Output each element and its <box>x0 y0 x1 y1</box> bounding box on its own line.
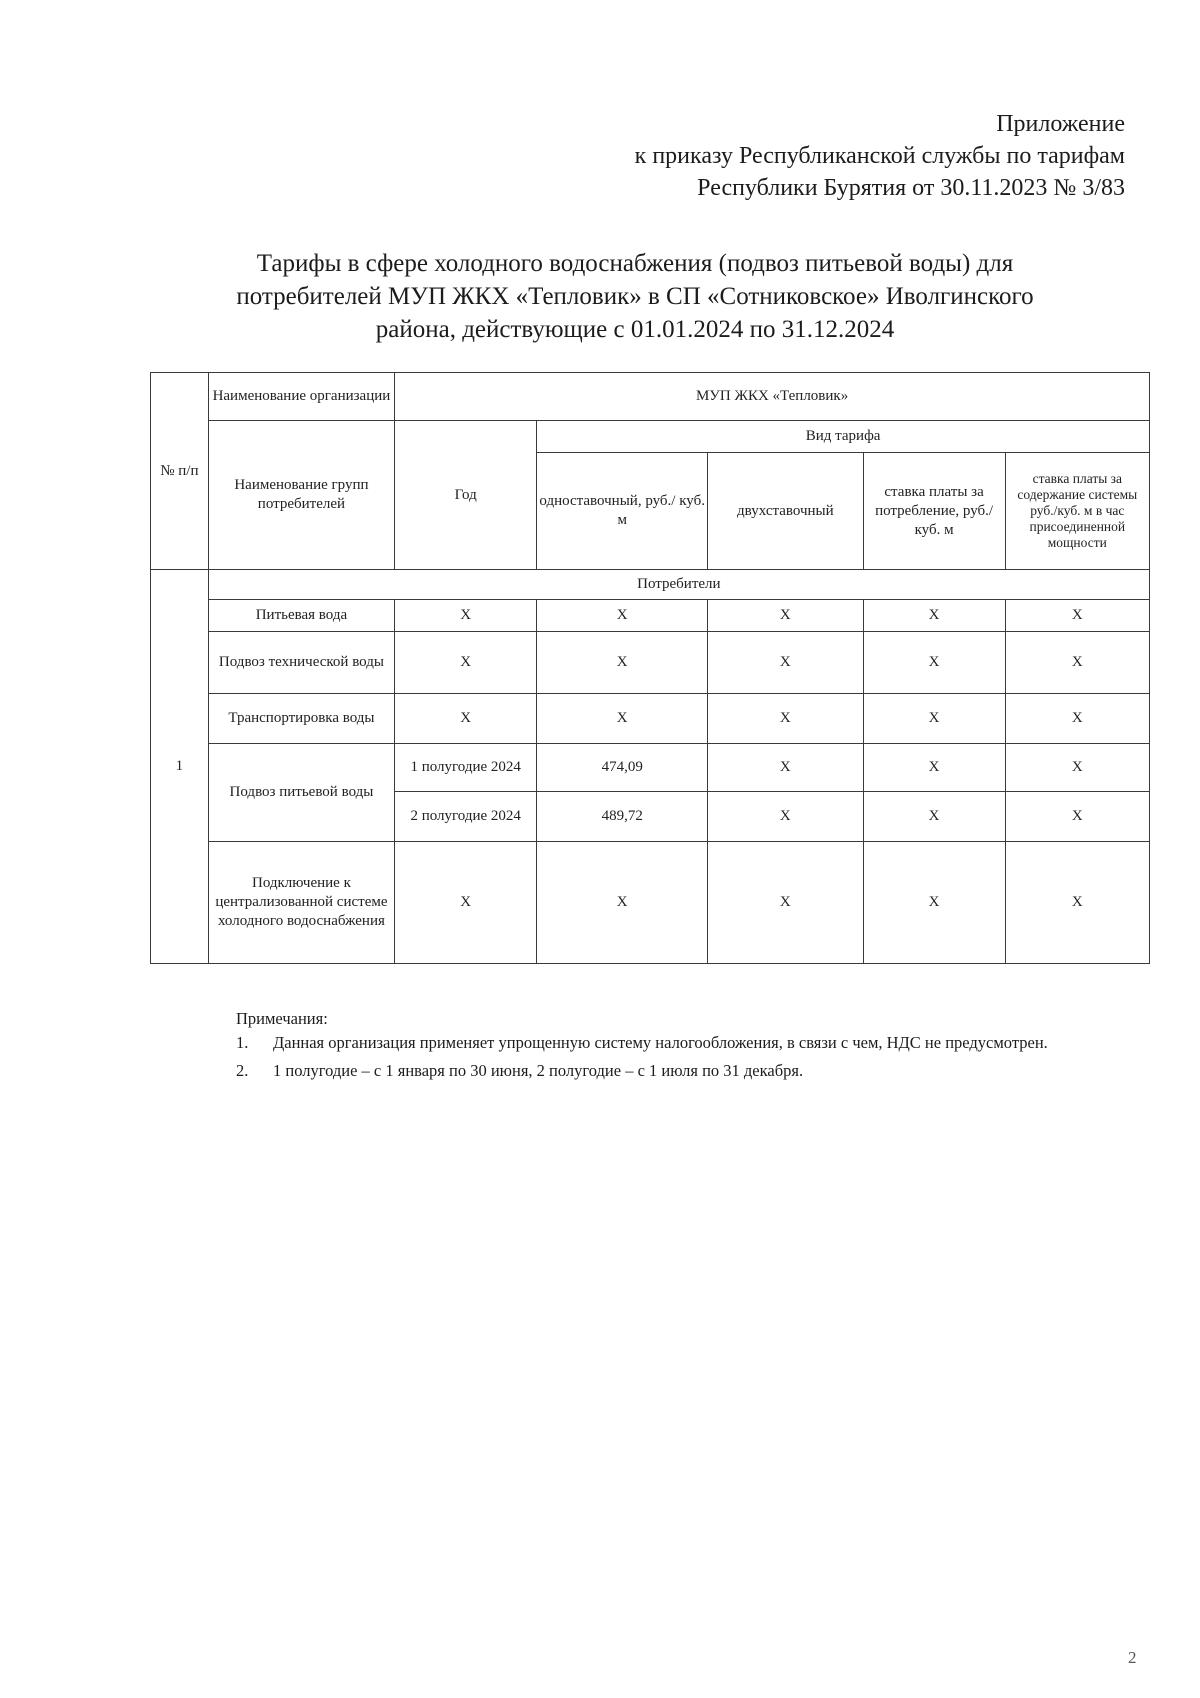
header-row-tariff-type <box>151 421 1150 453</box>
consumption-cell: X <box>863 600 1005 632</box>
two-part-cell: X <box>708 694 863 744</box>
table-row <box>151 632 1150 694</box>
consumer-group-name: Подключение к централизованной системе холодного водоснабжения <box>208 842 394 964</box>
note-text: 1 полугодие – с 1 января по 30 июня, 2 полугодие – с 1 июля по 31 декабря. <box>273 1061 804 1080</box>
title-line-1: Тарифы в сфере холодного водоснабжения (подвоз питьевой воды) для <box>256 250 1014 277</box>
tariff-table <box>150 372 1150 964</box>
document-title <box>160 247 1110 346</box>
maintenance-cell: X <box>1005 792 1149 842</box>
header-org-value: МУП ЖКХ «Тепловик» <box>395 373 1150 421</box>
one-part-cell: X <box>537 694 708 744</box>
two-part-cell: X <box>708 632 863 694</box>
list-item <box>236 1060 1140 1082</box>
consumer-group-name: Подвоз технической воды <box>208 632 394 694</box>
page-number: 2 <box>1128 1648 1137 1667</box>
header-org-label: Наименование организации <box>208 373 394 421</box>
two-part-cell: X <box>708 744 863 792</box>
notes-list <box>236 1032 1140 1082</box>
one-part-cell: 474,09 <box>537 744 708 792</box>
maintenance-cell: X <box>1005 600 1149 632</box>
table-row <box>151 744 1150 792</box>
consumption-cell: X <box>863 842 1005 964</box>
appendix-label: Приложение <box>996 111 1125 137</box>
header-two-part: двухставочный <box>708 453 863 570</box>
title-line-3: района, действующие с 01.01.2024 по 31.12.2024 <box>375 316 895 343</box>
order-date-number: Республики Бурятия от 30.11.2023 № 3/83 <box>697 175 1125 201</box>
header-maintenance-rate: ставка платы за содержание системы руб./куб. м в час присоединенной мощности <box>1005 453 1149 570</box>
consumption-cell: X <box>863 744 1005 792</box>
year-cell: X <box>395 694 537 744</box>
consumption-cell: X <box>863 694 1005 744</box>
one-part-cell: X <box>537 842 708 964</box>
order-reference: к приказу Республиканской службы по тарифам <box>634 143 1125 169</box>
header-one-part: одноставочный, руб./ куб. м <box>537 453 708 570</box>
maintenance-cell: X <box>1005 632 1149 694</box>
consumption-cell: X <box>863 632 1005 694</box>
two-part-cell: X <box>708 842 863 964</box>
one-part-cell: X <box>537 600 708 632</box>
note-number: 1. <box>236 1033 249 1052</box>
section-row <box>151 570 1150 600</box>
consumption-cell: X <box>863 792 1005 842</box>
header-tariff-type: Вид тарифа <box>537 421 1150 453</box>
maintenance-cell: X <box>1005 744 1149 792</box>
one-part-cell: 489,72 <box>537 792 708 842</box>
year-cell: X <box>395 842 537 964</box>
consumer-group-name: Подвоз питьевой воды <box>208 744 394 842</box>
header-consumption-rate: ставка платы за потребление, руб./ куб. м <box>863 453 1005 570</box>
year-cell: 1 полугодие 2024 <box>395 744 537 792</box>
two-part-cell: X <box>708 792 863 842</box>
table-row <box>151 842 1150 964</box>
note-text: Данная организация применяет упрощенную систему налогообложения, в связи с чем, НДС не предусмотрен. <box>273 1033 1048 1052</box>
header-groups-label: Наименование групп потребителей <box>208 421 394 570</box>
consumer-group-name: Питьевая вода <box>208 600 394 632</box>
year-cell: 2 полугодие 2024 <box>395 792 537 842</box>
table-row <box>151 600 1150 632</box>
appendix-header <box>425 108 1125 204</box>
title-line-2: потребителей МУП ЖКХ «Тепловик» в СП «Сотниковское» Иволгинского <box>236 283 1034 310</box>
table-row <box>151 694 1150 744</box>
one-part-cell: X <box>537 632 708 694</box>
header-row-org <box>151 373 1150 421</box>
section-consumers: Потребители <box>208 570 1149 600</box>
maintenance-cell: X <box>1005 694 1149 744</box>
two-part-cell: X <box>708 600 863 632</box>
list-item <box>236 1032 1140 1054</box>
note-number: 2. <box>236 1061 249 1080</box>
maintenance-cell: X <box>1005 842 1149 964</box>
notes-label: Примечания: <box>236 1009 328 1028</box>
year-cell: X <box>395 600 537 632</box>
consumer-group-name: Транспортировка воды <box>208 694 394 744</box>
notes-section <box>236 1008 1140 1088</box>
header-num: № п/п <box>151 373 209 570</box>
header-year: Год <box>395 421 537 570</box>
year-cell: X <box>395 632 537 694</box>
row-number: 1 <box>151 570 209 964</box>
